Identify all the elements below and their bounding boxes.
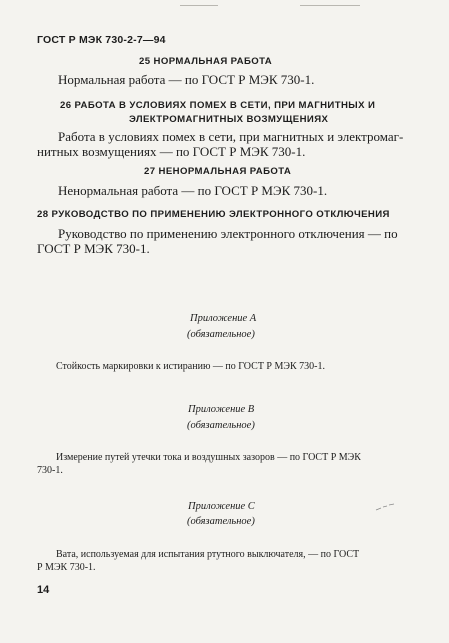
section-26-heading-line2: ЭЛЕКТРОМАГНИТНЫХ ВОЗМУЩЕНИЯХ (129, 114, 329, 125)
section-27-body: Ненормальная работа — по ГОСТ Р МЭК 730-1. (58, 183, 328, 198)
section-25-body: Нормальная работа — по ГОСТ Р МЭК 730-1. (58, 72, 315, 87)
document-code: ГОСТ Р МЭК 730-2-7—94 (37, 34, 166, 46)
appendix-b-text-line1: Измерение путей утечки тока и воздушных зазоров — по ГОСТ Р МЭК (56, 452, 361, 463)
appendix-b-text-line2: 730-1. (37, 465, 63, 476)
appendix-a-text: Стойкость маркировки к истиранию — по ГОСТ Р МЭК 730-1. (56, 361, 325, 372)
appendix-c-title: Приложение С (188, 501, 255, 512)
pen-mark-icon (375, 503, 395, 511)
appendix-c-status: (обязательное) (187, 516, 255, 527)
appendix-c-text-line2: Р МЭК 730-1. (37, 562, 96, 573)
top-rule-left (180, 5, 218, 6)
section-28-body-line1: Руководство по применению электронного отключения — по (58, 226, 398, 241)
appendix-a-status: (обязательное) (187, 329, 255, 340)
appendix-c-text-line1: Вата, используемая для испытания ртутного выключателя, — по ГОСТ (56, 549, 360, 560)
top-rule-right (300, 5, 360, 6)
section-26-body-line2: нитных возмущениях — по ГОСТ Р МЭК 730-1. (37, 144, 306, 159)
section-26-body-line1: Работа в условиях помех в сети, при магнитных и электромаг- (58, 129, 404, 144)
section-25-heading: 25 НОРМАЛЬНАЯ РАБОТА (139, 56, 273, 67)
section-26-heading-line1: 26 РАБОТА В УСЛОВИЯХ ПОМЕХ В СЕТИ, ПРИ МАГНИТНЫХ И (60, 100, 376, 111)
appendix-a-title: Приложение А (190, 313, 257, 324)
section-28-heading: 28 РУКОВОДСТВО ПО ПРИМЕНЕНИЮ ЭЛЕКТРОННОГО ОТКЛЮЧЕНИЯ (37, 209, 390, 220)
appendix-b-status: (обязательное) (187, 420, 255, 431)
appendix-b-title: Приложение В (188, 404, 255, 415)
section-28-body-line2: ГОСТ Р МЭК 730-1. (37, 241, 150, 256)
page-number: 14 (37, 584, 50, 596)
section-27-heading: 27 НЕНОРМАЛЬНАЯ РАБОТА (144, 166, 292, 177)
